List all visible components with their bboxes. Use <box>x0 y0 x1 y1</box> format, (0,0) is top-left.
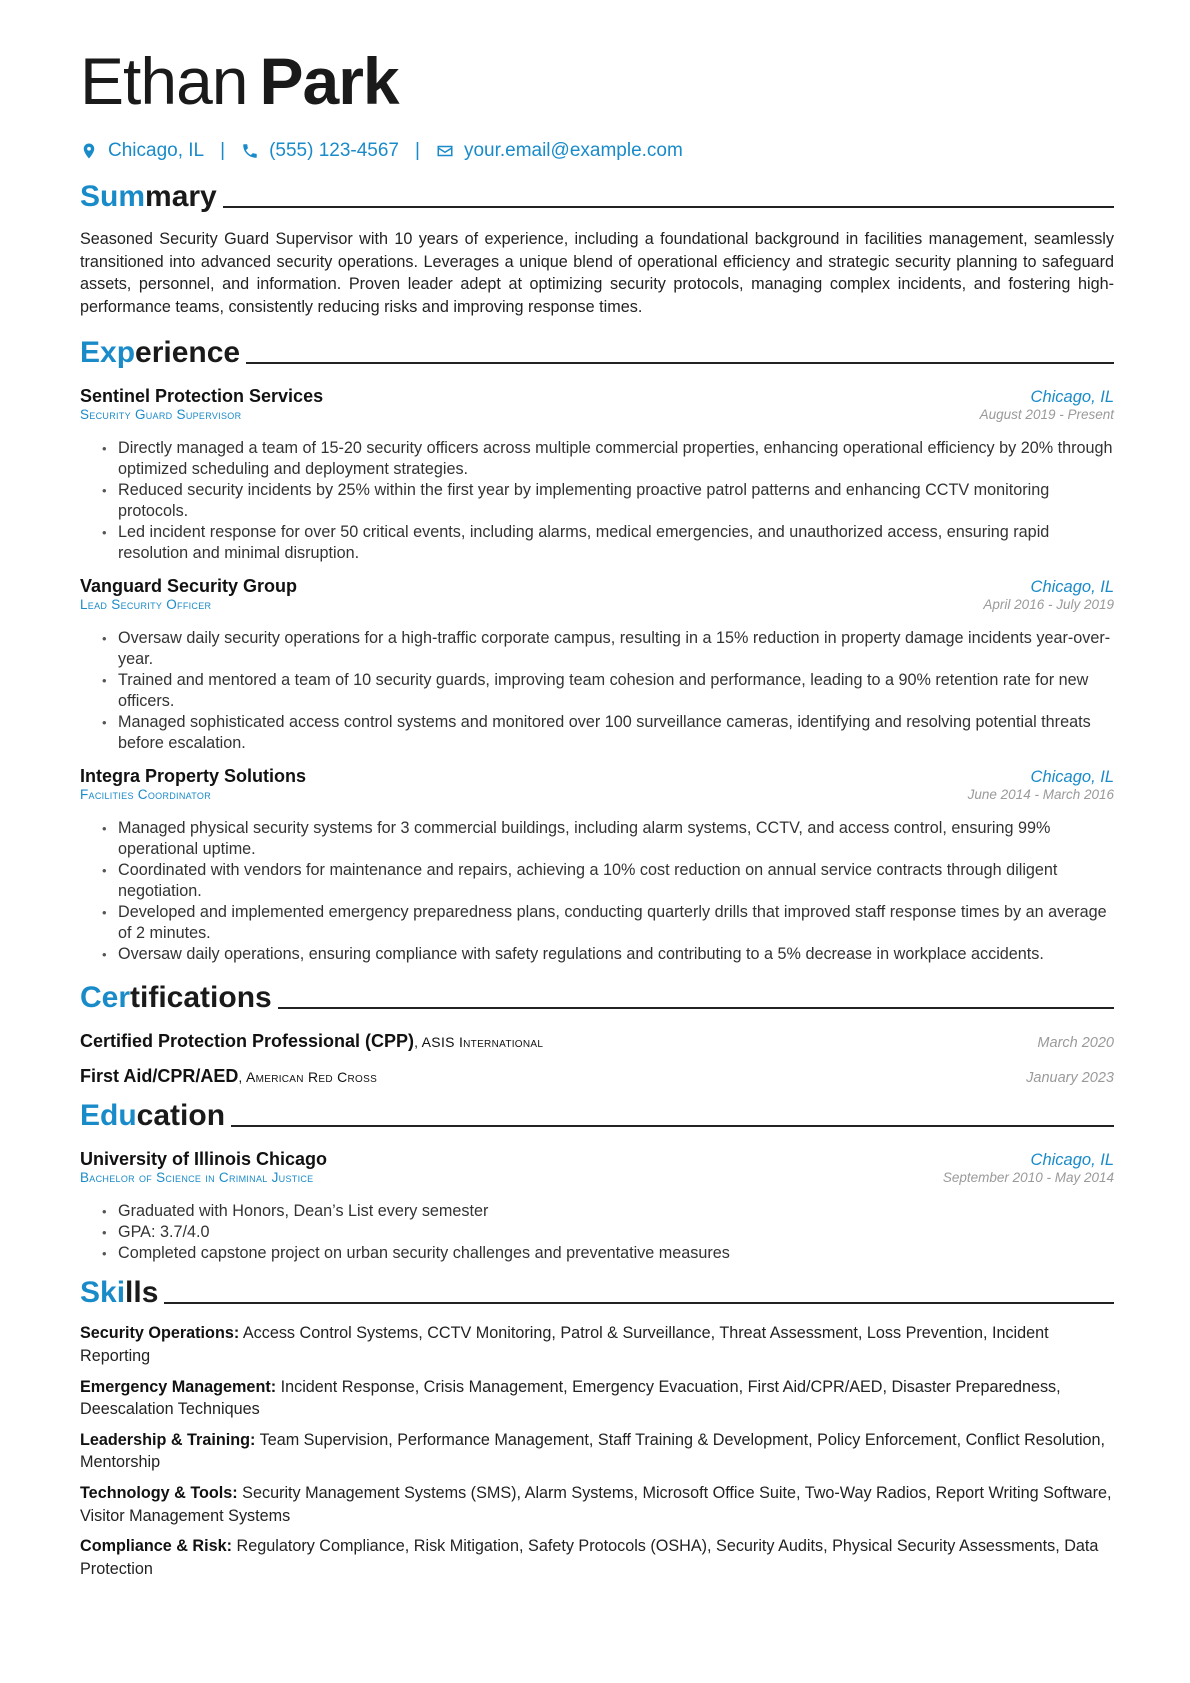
contact-phone[interactable] <box>241 140 399 162</box>
skill-group <box>80 1482 1114 1527</box>
list-item: • Developed and implemented emergency preparedness plans, conducting quarterly drills that improved staff response times by an average of 2 minutes. <box>118 902 1114 944</box>
section-divider <box>231 1125 1114 1127</box>
job-bullets <box>80 628 1114 754</box>
first-name: Ethan <box>80 44 248 118</box>
degree: Bachelor of Science in Criminal Justice <box>80 1170 314 1186</box>
job-title: Lead Security Officer <box>80 597 212 613</box>
list-item: • Led incident response for over 50 critical events, including alarms, medical emergencies, and unauthorized access, ensuring rapid resolution and minimal disruption. <box>118 522 1114 564</box>
job-dates: June 2014 - March 2016 <box>967 787 1114 803</box>
list-item: • Coordinated with vendors for maintenance and repairs, achieving a 10% cost reduction on annual service contracts through diligent negotiation. <box>118 860 1114 902</box>
list-item: • Trained and mentored a team of 10 security guards, improving team cohesion and performance, leading to a 90% retention rate for new officers. <box>118 670 1114 712</box>
contact-separator: | <box>415 140 420 161</box>
list-item: • GPA: 3.7/4.0 <box>118 1222 1114 1243</box>
job-company: Sentinel Protection Services <box>80 386 324 407</box>
contact-email[interactable] <box>436 140 683 162</box>
skill-label: Leadership & Training: <box>80 1430 256 1449</box>
job-bullets <box>80 438 1114 564</box>
contact-separator: | <box>220 140 226 161</box>
skill-list: Regulatory Compliance, Risk Mitigation, Safety Protocols (OSHA), Security Audits, Physical Security Assessments, Data Protection <box>80 1537 1099 1578</box>
education-dates: September 2010 - May 2014 <box>942 1170 1114 1186</box>
skill-group <box>80 1376 1114 1421</box>
certifications-heading: Certifications <box>80 975 1114 1015</box>
skill-label: Compliance & Risk: <box>80 1537 233 1556</box>
education-entry <box>80 1149 1114 1264</box>
job-entry <box>80 386 1114 564</box>
list-item: • Directly managed a team of 15-20 security officers across multiple commercial properties, enhancing operational efficiency by 20% through optimized scheduling and deployment strategies. <box>118 438 1114 480</box>
certification-entry <box>80 1031 1114 1052</box>
skill-list: Security Management Systems (SMS), Alarm Systems, Microsoft Office Suite, Two-Way Radios, Report Writing Software, Visitor Management Systems <box>80 1483 1112 1525</box>
job-entry <box>80 766 1114 965</box>
contact-line <box>80 138 1114 164</box>
map-marker-icon <box>80 142 98 160</box>
skill-group <box>80 1429 1114 1474</box>
education-heading: Education <box>80 1093 1114 1133</box>
job-dates: April 2016 - July 2019 <box>983 597 1114 613</box>
list-item: • Reduced security incidents by 25% within the first year by implementing proactive patrol patterns and enhancing CCTV monitoring protocols. <box>118 480 1114 522</box>
cert-date: January 2023 <box>1026 1070 1114 1087</box>
phone-text: (555) 123-4567 <box>269 140 399 161</box>
job-dates: August 2019 - Present <box>979 407 1114 423</box>
candidate-name <box>80 44 1114 118</box>
skill-list: Incident Response, Crisis Management, Emergency Evacuation, First Aid/CPR/AED, Disaster Preparedness, Deescalation Techniques <box>80 1377 1061 1419</box>
cert-name: Certified Protection Professional (CPP) <box>80 1031 415 1052</box>
job-entry <box>80 576 1114 754</box>
experience-heading: Experience <box>80 330 1114 370</box>
list-item: • Oversaw daily security operations for a high-traffic corporate campus, resulting in a 15% reduction in property damage incidents year-over-year. <box>118 628 1114 670</box>
cert-name: First Aid/CPR/AED <box>80 1066 239 1087</box>
location-text: Chicago, IL <box>108 140 205 161</box>
job-company: Vanguard Security Group <box>80 576 298 597</box>
last-name: Park <box>259 44 399 118</box>
list-item: • Managed physical security systems for 3 commercial buildings, including alarm systems, CCTV, and access control, ensuring 99% operational uptime. <box>118 818 1114 860</box>
cert-issuer: , ASIS International <box>414 1034 544 1051</box>
list-item: • Managed sophisticated access control systems and monitored over 100 surveillance cameras, identifying and resolving potential threats before escalation. <box>118 712 1114 754</box>
section-divider <box>164 1302 1114 1304</box>
skill-label: Technology & Tools: <box>80 1483 238 1502</box>
job-location: Chicago, IL <box>1030 768 1114 787</box>
skill-list: Team Supervision, Performance Management, Staff Training & Development, Policy Enforcement, Conflict Resolution, Mentorship <box>80 1430 1106 1472</box>
job-title: Facilities Coordinator <box>80 787 212 803</box>
section-divider <box>278 1007 1114 1009</box>
list-item: • Graduated with Honors, Dean’s List every semester <box>118 1201 1114 1222</box>
email-link[interactable]: your.email@example.com <box>463 140 683 161</box>
job-company: Integra Property Solutions <box>80 766 307 787</box>
skill-list: Access Control Systems, CCTV Monitoring, Patrol & Surveillance, Threat Assessment, Loss Prevention, Incident Reporting <box>80 1324 1049 1365</box>
list-item: • Oversaw daily operations, ensuring compliance with safety regulations and contributing to a 5% decrease in workplace accidents. <box>118 944 1114 965</box>
skills-heading: Skills <box>80 1270 1114 1310</box>
summary-text: Seasoned Security Guard Supervisor with 10 years of experience, including a foundational background in facilities management, seamlessly transitioned into advanced security operations. Leverages a unique blend of operational efficiency and strategic security planning to safeguard assets, personnel, and information. Proven leader adept at optimizing security protocols, managing complex incidents, and fostering high-performance teams, consistently reducing risks and improving response times. <box>80 230 1114 316</box>
contact-location <box>80 140 204 162</box>
certification-entry <box>80 1066 1114 1087</box>
skill-label: Emergency Management: <box>80 1377 277 1396</box>
skill-group <box>80 1322 1114 1367</box>
section-divider <box>246 362 1114 364</box>
summary-heading: Summary <box>80 174 1114 214</box>
cert-issuer: , American Red Cross <box>238 1069 378 1086</box>
job-location: Chicago, IL <box>1030 578 1114 597</box>
phone-icon <box>241 142 259 160</box>
cert-date: March 2020 <box>1037 1035 1114 1052</box>
section-divider <box>223 206 1114 208</box>
school-name: University of Illinois Chicago <box>80 1149 328 1170</box>
skill-label: Security Operations: <box>80 1324 240 1343</box>
envelope-icon <box>436 142 454 160</box>
job-bullets <box>80 818 1114 965</box>
school-location: Chicago, IL <box>1030 1151 1114 1170</box>
job-location: Chicago, IL <box>1030 388 1114 407</box>
list-item: • Completed capstone project on urban security challenges and preventative measures <box>118 1243 1114 1264</box>
skill-group <box>80 1535 1114 1580</box>
job-title: Security Guard Supervisor <box>80 407 242 423</box>
education-bullets <box>80 1201 1114 1264</box>
